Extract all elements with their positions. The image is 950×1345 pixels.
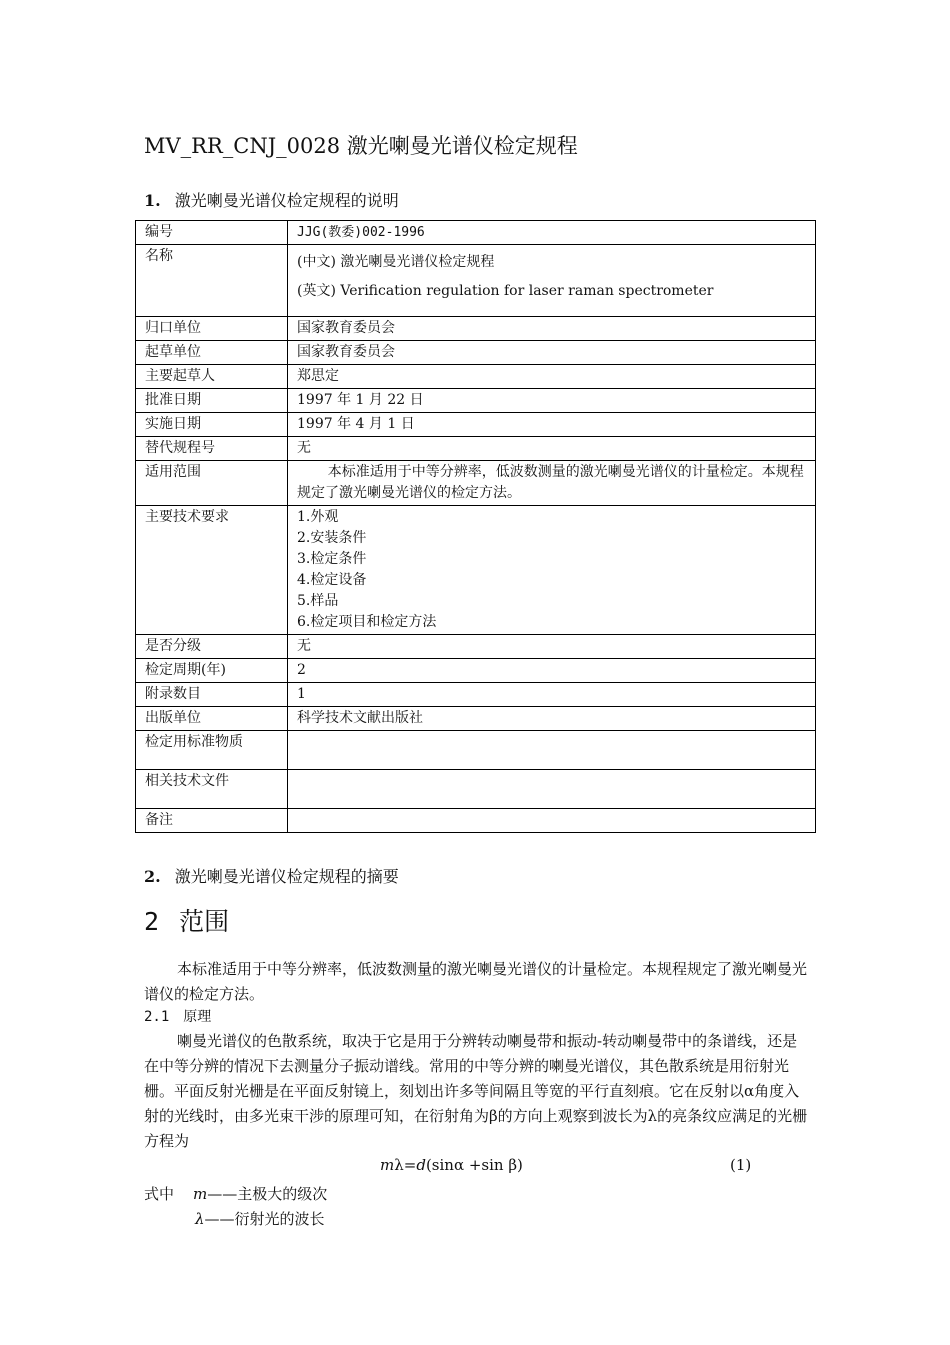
heading-number: 2.1: [144, 1009, 170, 1025]
english-name-text: Verification regulation for laser raman spectrometer: [340, 283, 714, 299]
def-symbol: λ: [195, 1210, 205, 1228]
list-item: 4.检定设备: [297, 572, 367, 588]
table-row: [136, 461, 816, 506]
row-value: [288, 245, 816, 317]
row-label: 替代规程号: [136, 437, 288, 461]
principle-paragraph: 喇曼光谱仪的色散系统，取决于它是用于分辨转动喇曼带和振动-转动喇曼带中的条谱线，还是在中等分辨的情况下去测量分子振动谱线。常用的中等分辨的喇曼光谱仪，其色散系统是用衍射光栅。平面反射光栅是在平面反射镜上，刻划出许多等间隔且等宽的平行直刻痕。它在反射以α角度入射的光线时，由多光束干涉的原理可知，在衍射角为β的方向上观察到波长为λ的亮条纹应满足的光栅方程为: [144, 1032, 808, 1150]
heading-title: 范围: [179, 907, 230, 936]
scope-heading: [144, 902, 229, 938]
eq-equals: =: [403, 1156, 417, 1174]
table-row: [136, 770, 816, 809]
row-label: 检定用标准物质: [136, 731, 288, 770]
list-item: 3.检定条件: [297, 551, 367, 567]
row-value: JJG(教委)002-1996: [288, 221, 816, 245]
row-label: 归口单位: [136, 317, 288, 341]
row-label: 实施日期: [136, 413, 288, 437]
eq-d: d: [416, 1156, 426, 1174]
table-row: [136, 341, 816, 365]
principle-heading: [144, 1006, 211, 1026]
section-title: 激光喇曼光谱仪检定规程的摘要: [174, 867, 399, 886]
section-heading-description: [144, 188, 399, 211]
symbol-definition: [195, 1208, 325, 1229]
heading-number: 2: [144, 907, 160, 936]
english-prefix: (英文): [297, 283, 336, 299]
row-value: [288, 770, 816, 809]
table-row: [136, 683, 816, 707]
table-row: [136, 707, 816, 731]
table-row: [136, 437, 816, 461]
table-row: [136, 659, 816, 683]
english-name: [297, 277, 806, 306]
list-item: 1.外观: [297, 509, 339, 525]
row-label: 批准日期: [136, 389, 288, 413]
table-row: [136, 317, 816, 341]
row-value: 本标准适用于中等分辨率，低波数测量的激光喇曼光谱仪的计量检定。本规程规定了激光喇曼光谱仪的检定方法。: [288, 461, 816, 506]
row-label: 主要技术要求: [136, 506, 288, 635]
row-value: [288, 809, 816, 833]
row-value: 国家教育委员会: [288, 341, 816, 365]
table-row: [136, 731, 816, 770]
eq-lambda: λ: [394, 1156, 404, 1174]
row-label: 相关技术文件: [136, 770, 288, 809]
chinese-name-text: 激光喇曼光谱仪检定规程: [340, 254, 495, 270]
where-label: 式中: [144, 1185, 175, 1203]
section-number: 2.: [144, 867, 161, 886]
row-label: 适用范围: [136, 461, 288, 506]
row-value: 无: [288, 635, 816, 659]
chinese-name: [297, 246, 806, 277]
row-label: 备注: [136, 809, 288, 833]
section-number: 1.: [144, 191, 161, 210]
page-title: MV_RR_CNJ_0028 激光喇曼光谱仪检定规程: [144, 134, 578, 158]
row-value: 科学技术文献出版社: [288, 707, 816, 731]
table-row: [136, 809, 816, 833]
row-value: 无: [288, 437, 816, 461]
row-value: [288, 506, 816, 635]
list-item: 2.安装条件: [297, 530, 367, 546]
regulation-info-table: [135, 220, 816, 833]
list-item: 6.检定项目和检定方法: [297, 614, 437, 630]
row-label: 检定周期(年): [136, 659, 288, 683]
row-label: 出版单位: [136, 707, 288, 731]
eq-rhs: (sinα +sin β): [425, 1156, 523, 1174]
table-row: [136, 506, 816, 635]
row-label: 编号: [136, 221, 288, 245]
scope-paragraph: 本标准适用于中等分辨率，低波数测量的激光喇曼光谱仪的计量检定。本规程规定了激光喇曼光谱仪的检定方法。: [144, 960, 808, 1003]
equation-number: (1): [730, 1156, 752, 1174]
table-row: [136, 635, 816, 659]
row-value: 1: [288, 683, 816, 707]
table-row: [136, 413, 816, 437]
eq-m: m: [380, 1156, 395, 1174]
list-item: 5.样品: [297, 593, 339, 609]
row-value: 2: [288, 659, 816, 683]
row-value: 郑思定: [288, 365, 816, 389]
row-label: 是否分级: [136, 635, 288, 659]
table-row: [136, 221, 816, 245]
def-symbol: m: [193, 1185, 208, 1203]
def-text: ——衍射光的波长: [204, 1210, 325, 1228]
row-value: 1997 年 4 月 1 日: [288, 413, 816, 437]
heading-title: 原理: [183, 1009, 212, 1025]
section-heading-summary: [144, 864, 399, 887]
table-row: [136, 245, 816, 317]
chinese-prefix: (中文): [297, 254, 336, 270]
row-label: 附录数目: [136, 683, 288, 707]
symbol-definition: [193, 1183, 327, 1204]
section-title: 激光喇曼光谱仪检定规程的说明: [174, 191, 399, 210]
row-label: 名称: [136, 245, 288, 317]
row-value: 1997 年 1 月 22 日: [288, 389, 816, 413]
table-row: [136, 389, 816, 413]
row-value: 国家教育委员会: [288, 317, 816, 341]
row-label: 主要起草人: [136, 365, 288, 389]
table-row: [136, 365, 816, 389]
grating-equation: [380, 1156, 523, 1174]
def-text: ——主极大的级次: [207, 1185, 328, 1203]
row-value: [288, 731, 816, 770]
row-label: 起草单位: [136, 341, 288, 365]
